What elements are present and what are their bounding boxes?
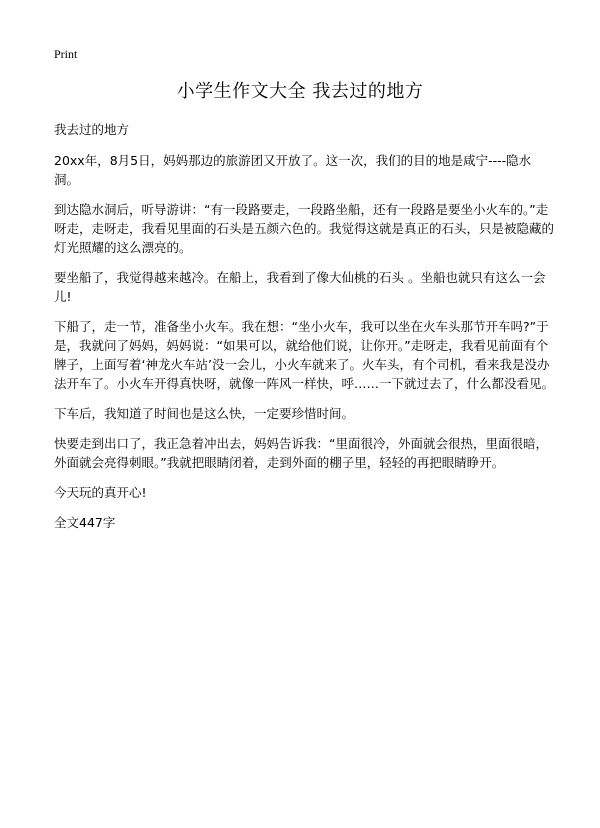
article-body: [54, 120, 554, 543]
print-link[interactable]: Print: [54, 47, 78, 61]
paragraph-2: 到达隐水洞后，听导游讲：“有一段路要走，一段路坐船，还有一段路是要坐小火车的。”走呀走，走呀走，我看见里面的石头是五颜六色的。我觉得这就是真正的石头，只是被隐藏的灯光照耀的这么漂亮的。: [54, 202, 555, 255]
paragraph-7: 今天玩的真开心!: [54, 485, 147, 500]
word-count: 全文447字: [54, 515, 116, 530]
paragraph-3: 要坐船了，我觉得越来越冷。在船上，我看到了像大仙桃的石头 。坐船也就只有这么一会儿!: [54, 270, 546, 304]
article-subtitle: 我去过的地方: [54, 122, 130, 137]
paragraph-5: 下车后，我知道了时间也是这么快，一定要珍惜时间。: [54, 406, 355, 421]
paragraph-1: 20xx年，8月5日，妈妈那边的旅游团又开放了。这一次，我们的目的地是咸宁----隐水洞。: [54, 153, 532, 187]
paragraph-6: 快要走到出口了，我正急着冲出去，妈妈告诉我：“里面很冷，外面就会很热，里面很暗，外面就会亮得刺眼。”我就把眼睛闭着，走到外面的棚子里，轻轻的再把眼睛睁开。: [54, 436, 548, 470]
page-title: 小学生作文大全 我去过的地方: [176, 81, 424, 102]
paragraph-4: 下船了，走一节，准备坐小火车。我在想：“坐小火车，我可以坐在火车头那节开车吗?”于是，我就问了妈妈，妈妈说：“如果可以，就给他们说，让你开。”走呀走，我看见前面有个牌子，上面写着‘神龙火车站’没一会儿，小火车就来了。火车头，有个司机，看来我是没办法开车了。小火车开得真快呀，就像一阵风一样快，呼……一下就过去了，什么都没看见。: [54, 319, 555, 391]
